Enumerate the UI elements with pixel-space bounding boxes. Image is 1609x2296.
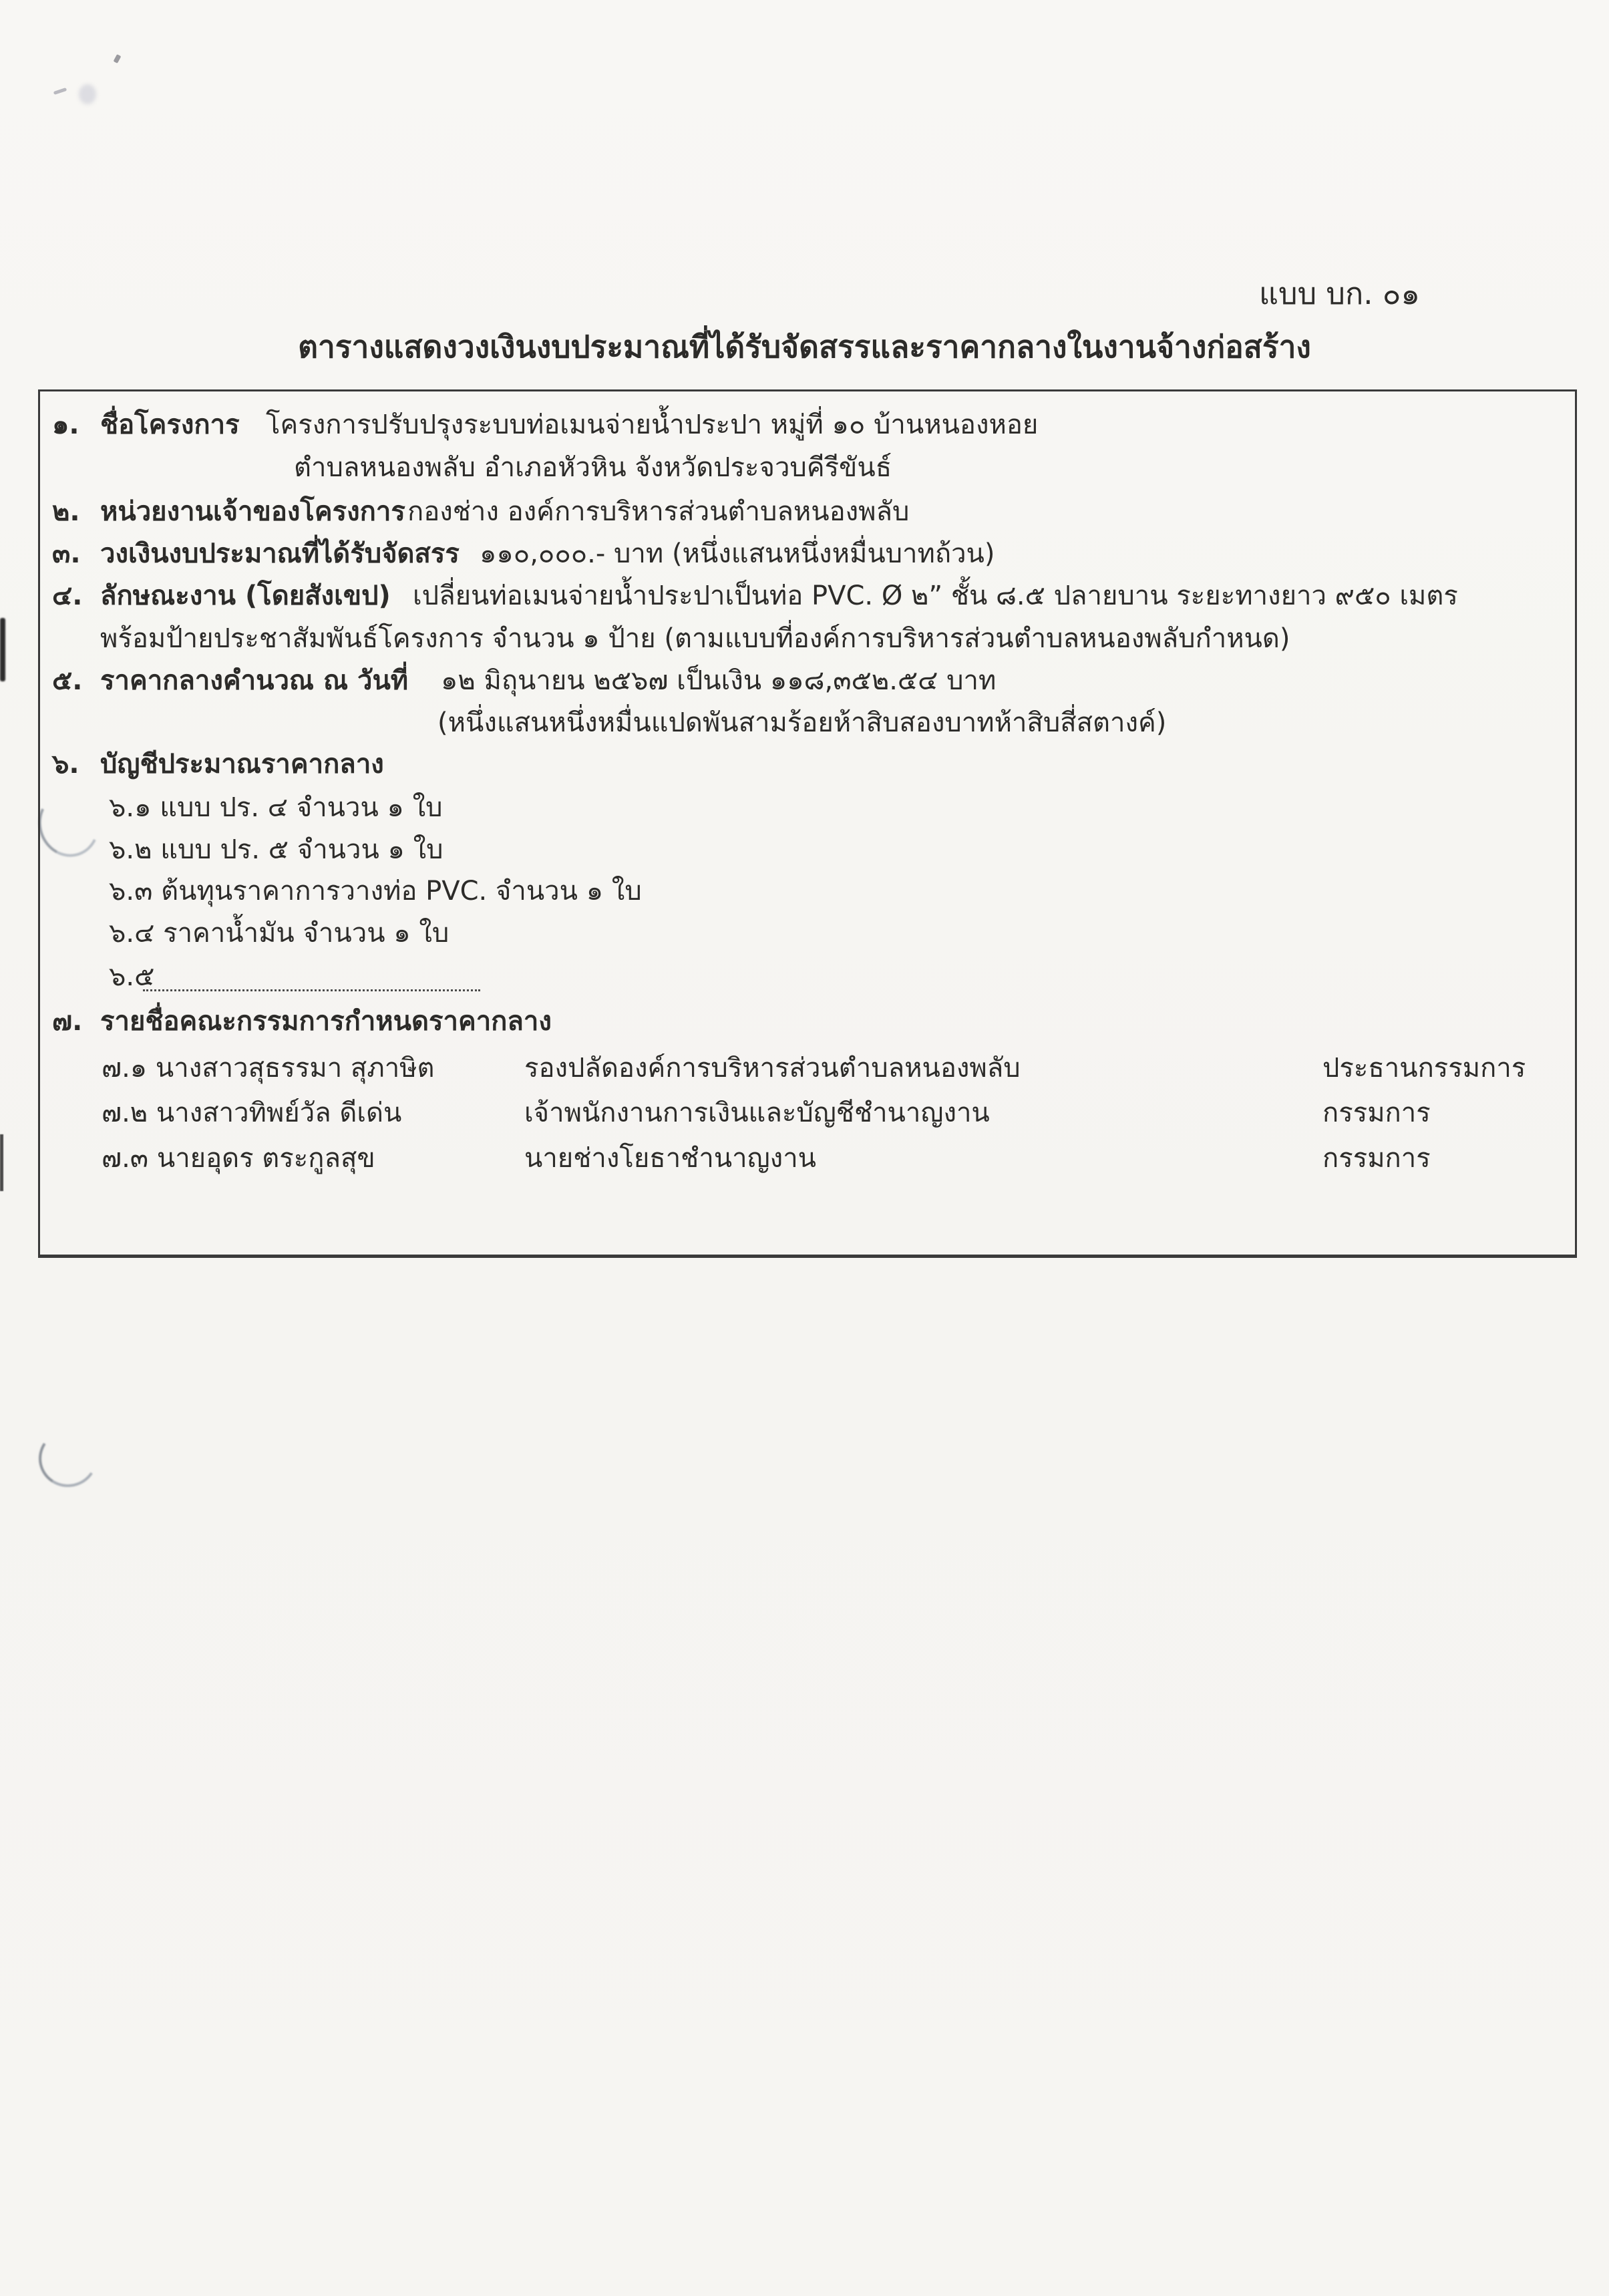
- committee-member-name: ๗.๒ นางสาวทิพย์วัล ดีเด่น: [102, 1098, 402, 1128]
- item-3-value: ๑๑๐,๐๐๐.- บาท (หนึ่งแสนหนึ่งหมื่นบาทถ้วน): [480, 538, 995, 569]
- item-2-number: ๒.: [52, 496, 80, 527]
- item-7-label: รายชื่อคณะกรรมการกำหนดราคากลาง: [100, 1006, 552, 1037]
- item-2-value: กองช่าง องค์การบริหารส่วนตำบลหนองพลับ: [407, 496, 910, 527]
- item-6-label: บัญชีประมาณราคากลาง: [100, 749, 384, 780]
- item-5-label: ราคากลางคำนวณ ณ วันที่: [100, 665, 409, 696]
- item-4-value: เปลี่ยนท่อเมนจ่ายน้ำประปาเป็นท่อ PVC. Ø ๒” ชั้น ๘.๕ ปลายบาน ระยะทางยาว ๙๕๐ เมตร: [413, 581, 1458, 611]
- scan-speck: [53, 88, 67, 95]
- subitem-6-2: ๖.๒ แบบ ปร. ๕ จำนวน ๑ ใบ: [109, 834, 443, 865]
- scan-edge-mark: [0, 1134, 3, 1191]
- committee-member-position: นายช่างโยธาชำนาญงาน: [524, 1143, 817, 1174]
- item-1-label: ชื่อโครงการ: [100, 409, 240, 440]
- scan-edge-mark: [0, 618, 5, 681]
- scan-hole-punch-shadow: [33, 1424, 103, 1492]
- scan-smudge: [79, 84, 96, 104]
- subitem-6-3: ๖.๓ ต้นทุนราคาการวางท่อ PVC. จำนวน ๑ ใบ: [109, 876, 642, 907]
- document-title: ตารางแสดงวงเงินงบประมาณที่ได้รับจัดสรรและราคากลางในงานจ้างก่อสร้าง: [298, 329, 1311, 365]
- item-7-number: ๗.: [52, 1006, 83, 1037]
- committee-member-role: กรรมการ: [1322, 1098, 1431, 1128]
- item-5-number: ๕.: [52, 665, 83, 696]
- committee-member-name: ๗.๑ นางสาวสุธรรมา สุภาษิต: [102, 1053, 435, 1084]
- item-2-label: หน่วยงานเจ้าของโครงการ: [100, 496, 405, 527]
- item-1-value: โครงการปรับปรุงระบบท่อเมนจ่ายน้ำประปา หมู่ที่ ๑๐ บ้านหนองหอย: [266, 409, 1039, 440]
- item-4-value-line2: พร้อมป้ายประชาสัมพันธ์โครงการ จำนวน ๑ ป้าย (ตามแบบที่องค์การบริหารส่วนตำบลหนองพลับกำหนด): [100, 623, 1290, 654]
- committee-member-role: กรรมการ: [1322, 1143, 1431, 1174]
- item-6-number: ๖.: [52, 749, 79, 780]
- committee-member-position: เจ้าพนักงานการเงินและบัญชีชำนาญงาน: [524, 1098, 990, 1128]
- committee-member-name: ๗.๓ นายอุดร ตระกูลสุข: [102, 1143, 375, 1174]
- item-4-number: ๔.: [52, 581, 83, 611]
- item-3-label: วงเงินงบประมาณที่ได้รับจัดสรร: [100, 538, 460, 569]
- fill-in-dotted-line: [143, 989, 480, 991]
- item-5-value-line2: (หนึ่งแสนหนึ่งหมื่นแปดพันสามร้อยห้าสิบสองบาทห้าสิบสี่สตางค์): [437, 707, 1167, 738]
- item-1-value-line2: ตำบลหนองพลับ อำเภอหัวหิน จังหวัดประจวบคีรีขันธ์: [294, 452, 892, 483]
- committee-member-position: รองปลัดองค์การบริหารส่วนตำบลหนองพลับ: [524, 1053, 1021, 1084]
- form-code: แบบ บก. ๐๑: [1259, 276, 1420, 311]
- item-5-value: ๑๒ มิถุนายน ๒๕๖๗ เป็นเงิน ๑๑๘,๓๕๒.๕๔ บาท: [441, 665, 997, 696]
- item-1-number: ๑.: [52, 409, 79, 440]
- item-3-number: ๓.: [52, 538, 81, 569]
- subitem-6-4: ๖.๔ ราคาน้ำมัน จำนวน ๑ ใบ: [109, 918, 450, 949]
- committee-member-role: ประธานกรรมการ: [1322, 1053, 1526, 1084]
- subitem-6-5-label: ๖.๕: [109, 961, 155, 992]
- item-4-label: ลักษณะงาน (โดยสังเขป): [100, 581, 391, 611]
- subitem-6-1: ๖.๑ แบบ ปร. ๔ จำนวน ๑ ใบ: [109, 792, 443, 823]
- scan-speck: [114, 54, 122, 63]
